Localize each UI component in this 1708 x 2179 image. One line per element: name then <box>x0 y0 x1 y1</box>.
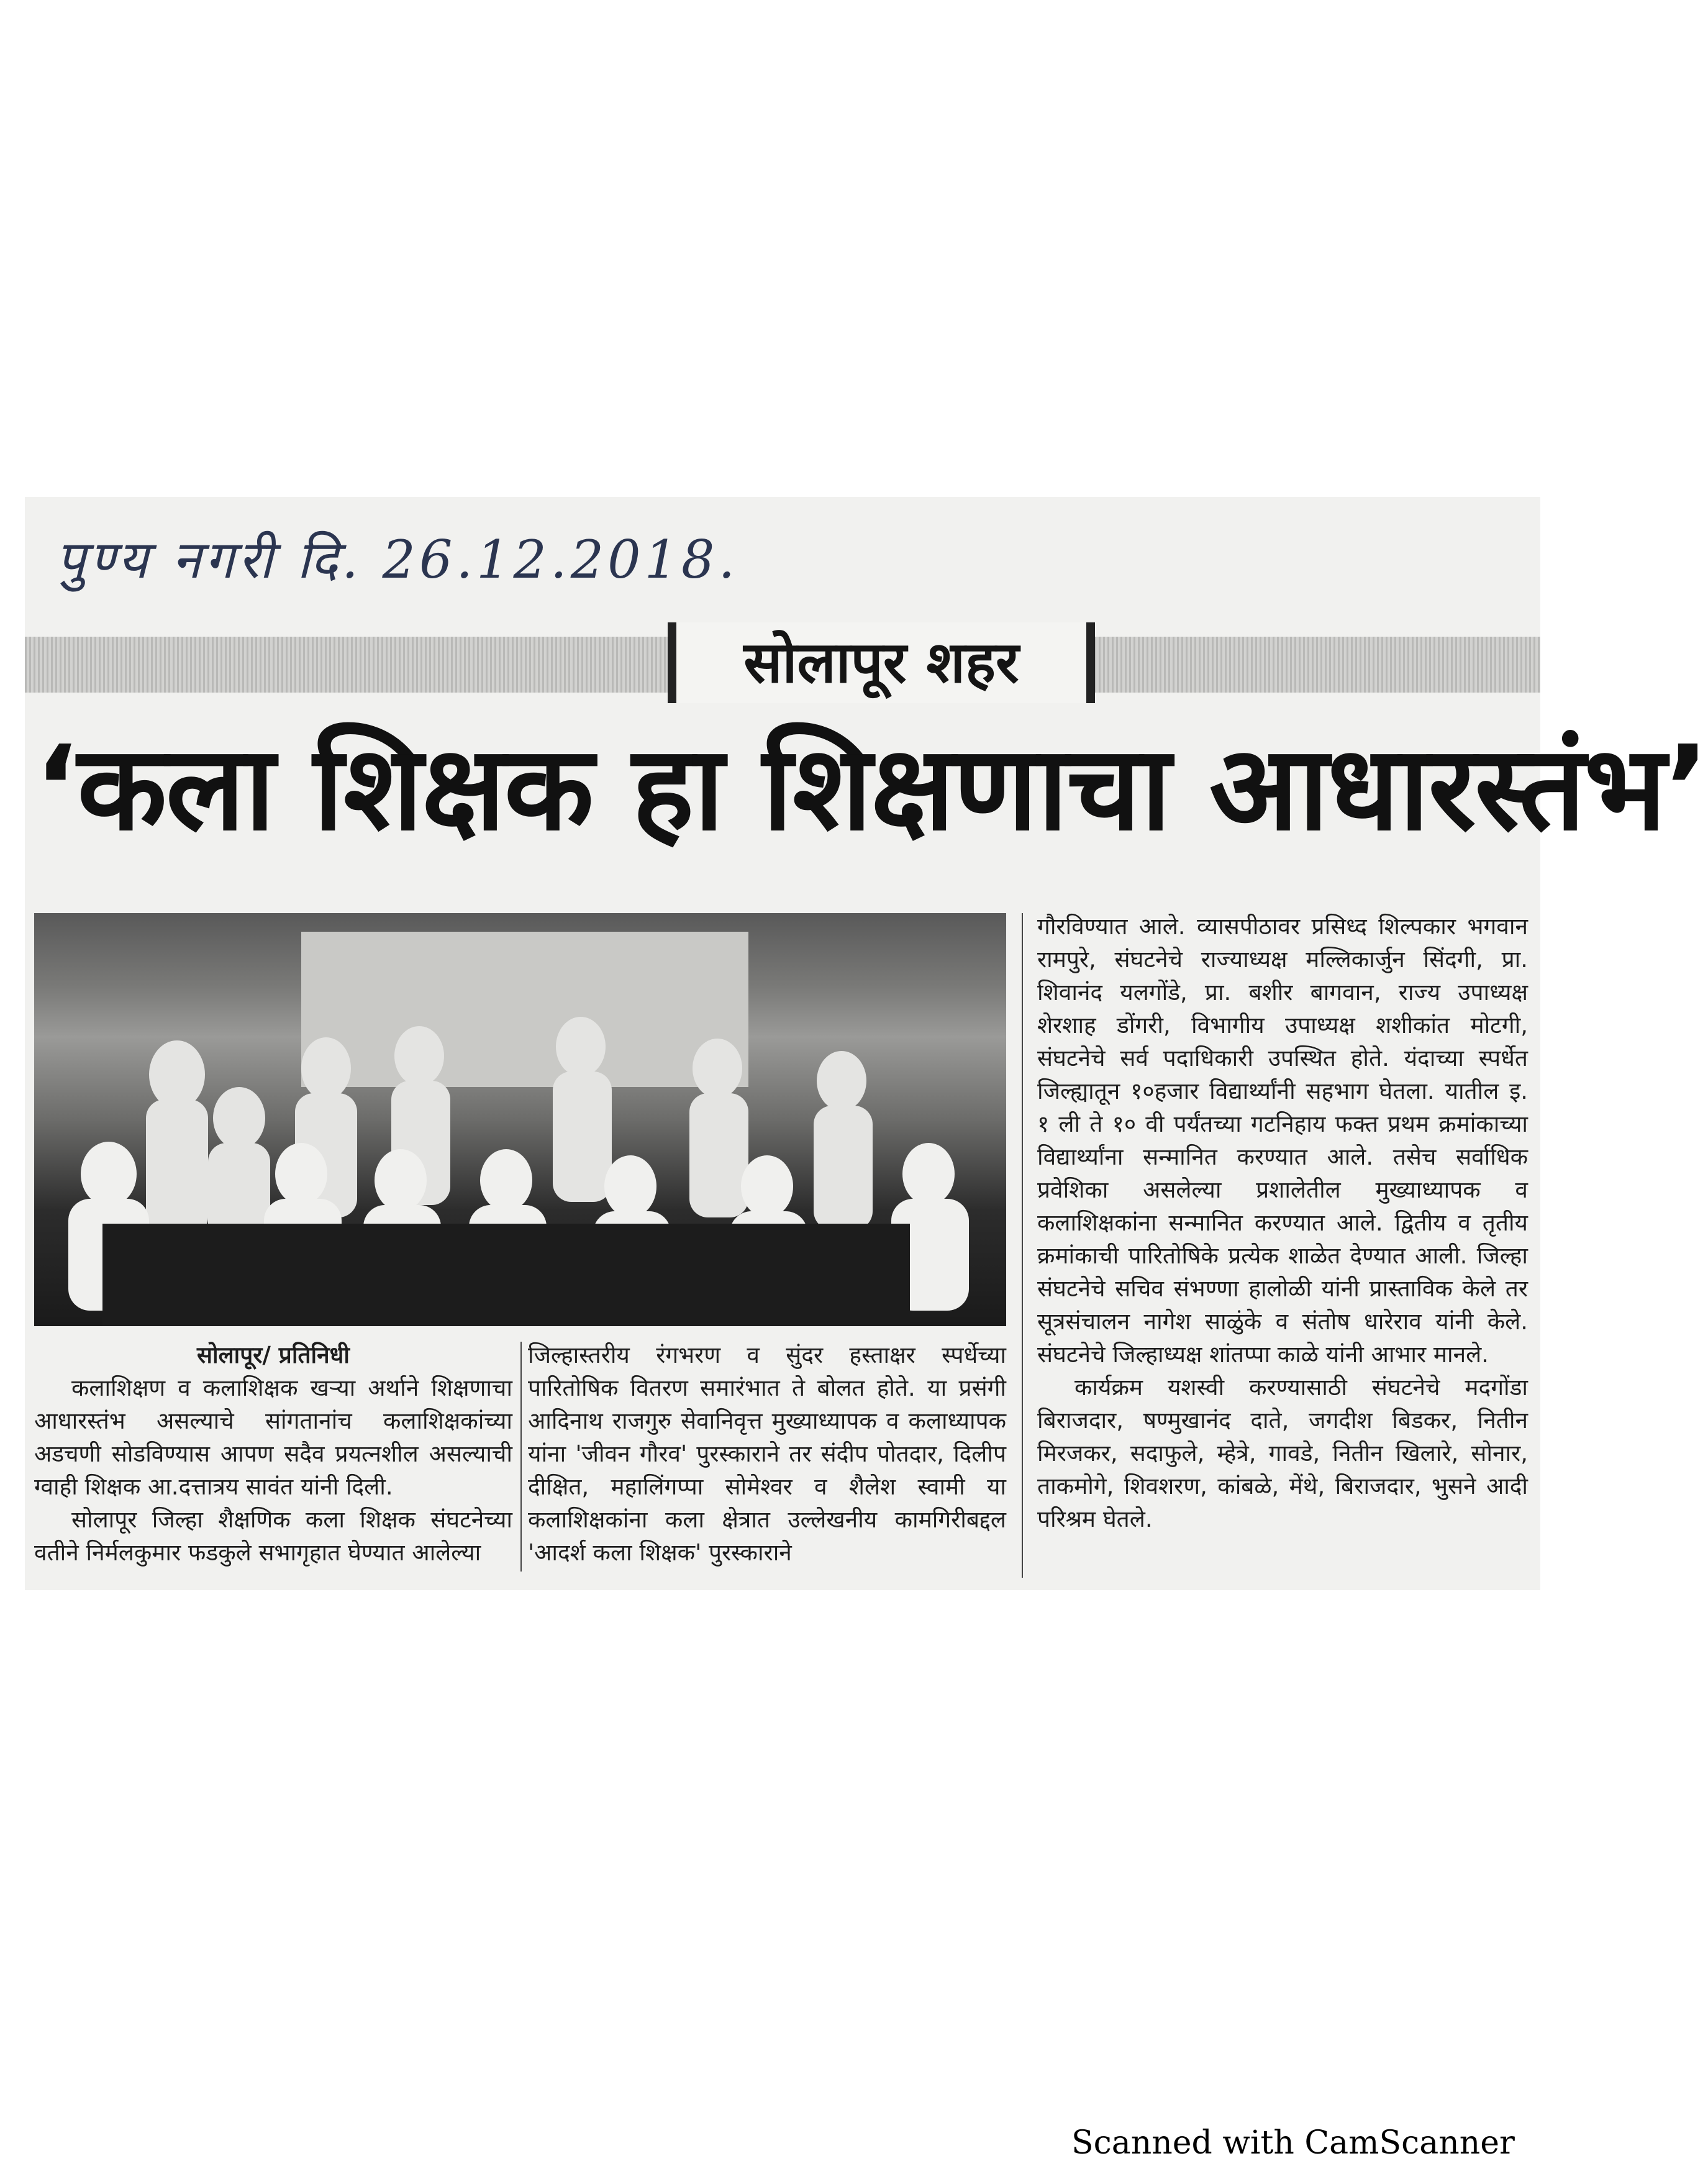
article-column-1 <box>34 1339 512 1575</box>
column-divider <box>520 1342 522 1572</box>
article-paragraph: जिल्हास्तरीय रंगभरण व सुंदर हस्ताक्षर स्पर्धेच्या पारितोषिक वितरण समारंभात ते बोलत होते. या प्रसंगी आदिनाथ राजगुरु सेवानिवृत्त मुख्याध्यापक व कलाध्यापक यांना 'जीवन गौरव' पुरस्काराने तर संदीप पोतदार, दिलीप दीक्षित, महालिंगप्पा सोमेश्वर व शैलेश स्वामी या कलाशिक्षकांना कला क्षेत्रात उल्लेखनीय कामगिरीबद्दल 'आदर्श कला शिक्षक' पुरस्काराने <box>528 1342 1006 1566</box>
article-paragraph: गौरविण्यात आले. व्यासपीठावर प्रसिध्द शिल्पकार भगवान रामपुरे, संघटनेचे राज्याध्यक्ष मल्लिकार्जुन सिंदगी, प्रा. शिवानंद यलगोंडे, प्रा. बशीर बागवान, राज्य उपाध्यक्ष शेरशाह डोंगरी, विभागीय उपाध्यक्ष शशीकांत मोटगी, संघटनेचे सर्व पदाधिकारी उपस्थित होते. यंदाच्या स्पर्धेत जिल्ह्यातून १०हजार विद्यार्थ्यांनी सहभाग घेतला. यातील इ. १ ली ते १० वी पर्यंतच्या गटनिहाय फक्त प्रथम क्रमांकाच्या विद्यार्थ्यांना सन्मानित करण्यात आले. तसेच सर्वाधिक प्रवेशिका असलेल्या प्रशालेतील मुख्याध्यापक व कलाशिक्षकांना सन्मानित करण्यात आले. द्वितीय व तृतीय क्रमांकाची पारितोषिके प्रत्येक शाळेत देण्यात आली. जिल्हा संघटनेचे सचिव संभण्णा हालोळी यांनी प्रास्ताविक केले तर सूत्रसंचालन नागेश साळुंके व संतोष धारेराव यांनी केले. संघटनेचे जिल्हाध्यक्ष शांतप्पा काळे यांनी आभार मानले. <box>1037 913 1528 1368</box>
article-paragraph: सोलापूर जिल्हा शैक्षणिक कला शिक्षक संघटनेच्या वतीने निर्मलकुमार फडकुले सभागृहात घेण्यात आलेल्या <box>34 1506 512 1566</box>
photo-dais-table <box>102 1224 910 1326</box>
article-column-3 <box>1037 910 1528 1581</box>
handwritten-source-date: पुण्य नगरी दि. 26.12.2018. <box>56 529 739 590</box>
column-divider <box>1022 913 1023 1578</box>
event-photo <box>34 913 1006 1326</box>
article-dateline: सोलापूर/ प्रतिनिधी <box>197 1342 350 1368</box>
article-column-2 <box>528 1339 1006 1575</box>
section-label: सोलापूर शहर <box>668 622 1095 703</box>
headline: ‘कला शिक्षक हा शिक्षणाचा आधारस्तंभ’ <box>34 721 1708 857</box>
article-paragraph: कलाशिक्षण व कलाशिक्षक खऱ्या अर्थाने शिक्षणाचा आधारस्तंभ असल्याचे सांगतानांच कलाशिक्षकांच्या अडचणी सोडविण्यास आपण सदैव प्रयत्नशील असल्याची ग्वाही शिक्षक आ.दत्तात्रय सावंत यांनी दिली. <box>34 1375 512 1500</box>
scanner-watermark: Scanned with CamScanner <box>1071 2124 1515 2162</box>
article-paragraph: कार्यक्रम यशस्वी करण्यासाठी संघटनेचे मदगोंडा बिराजदार, षण्मुखानंद दाते, जगदीश बिडकर, नितीन मिरजकर, सदाफुले, म्हेत्रे, गावडे, नितीन खिलारे, सोनार, ताकमोगे, शिवशरण, कांबळे, मेंथे, बिराजदार, भुसने आदी परिश्रम घेतले. <box>1037 1374 1528 1532</box>
